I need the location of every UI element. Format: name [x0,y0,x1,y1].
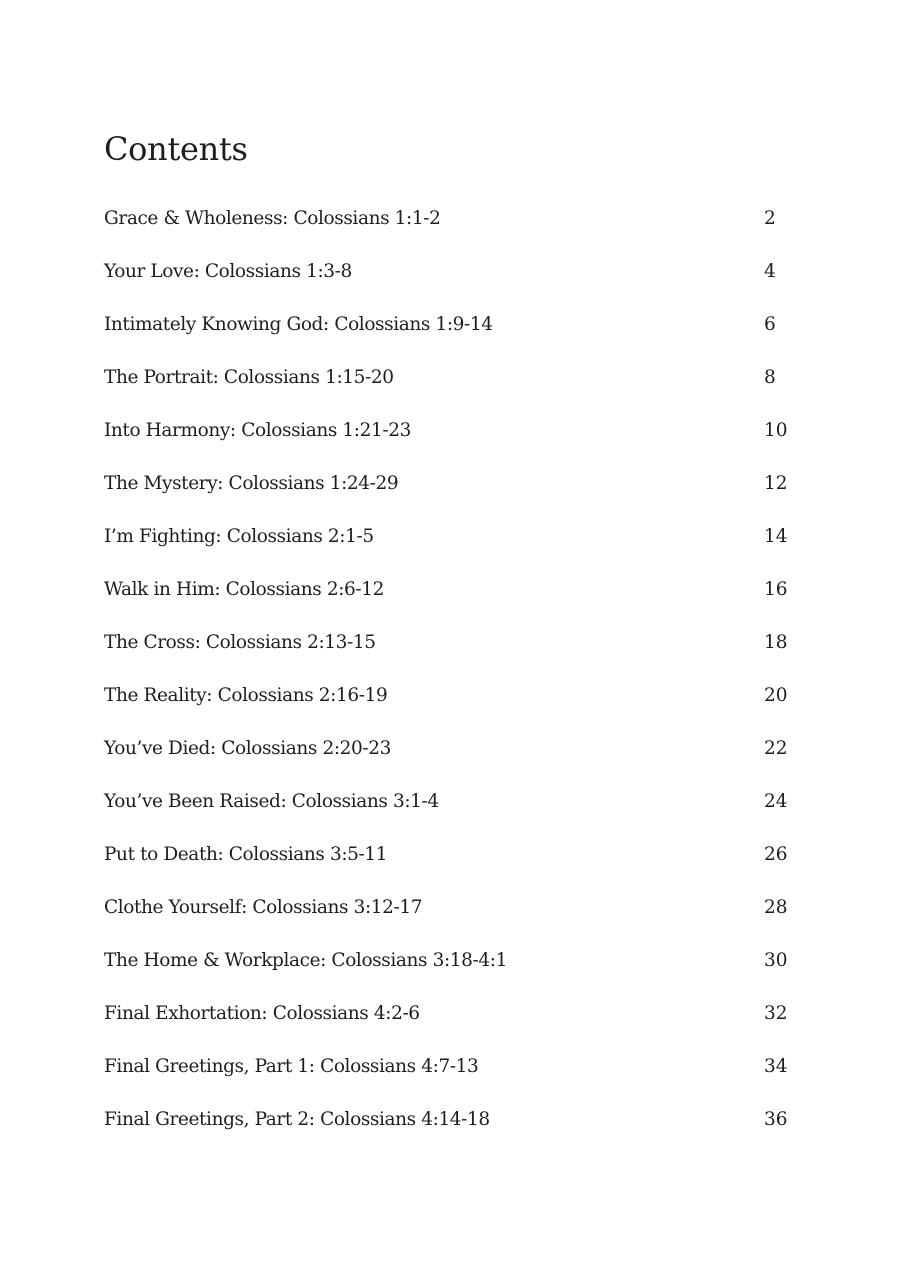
toc-entry-title: You’ve Died: Colossians 2:20-23 [104,738,391,759]
toc-entry-title: Final Greetings, Part 1: Colossians 4:7-13 [104,1056,479,1077]
toc-entry-title: Grace & Wholeness: Colossians 1:1-2 [104,208,441,229]
toc-entry[interactable] [104,788,804,841]
toc-entry-title: Final Exhortation: Colossians 4:2-6 [104,1003,420,1024]
toc-entry[interactable] [104,894,804,947]
table-of-contents [104,205,804,1159]
toc-entry[interactable] [104,735,804,788]
toc-entry-title: You’ve Been Raised: Colossians 3:1-4 [104,791,439,812]
toc-entry-title: The Portrait: Colossians 1:15-20 [104,367,394,388]
toc-entry-title: The Cross: Colossians 2:13-15 [104,632,376,653]
toc-entry-page-number: 8 [764,367,776,388]
toc-entry-page-number: 14 [764,526,788,547]
toc-entry-title: Intimately Knowing God: Colossians 1:9-14 [104,314,493,335]
toc-entry-page-number: 28 [764,897,788,918]
toc-entry-title: The Home & Workplace: Colossians 3:18-4:1 [104,950,507,971]
toc-entry-title: I’m Fighting: Colossians 2:1-5 [104,526,374,547]
toc-entry-page-number: 18 [764,632,788,653]
toc-entry-title: Put to Death: Colossians 3:5-11 [104,844,388,865]
toc-entry[interactable] [104,523,804,576]
toc-entry-title: The Reality: Colossians 2:16-19 [104,685,388,706]
toc-entry[interactable] [104,311,804,364]
toc-entry[interactable] [104,841,804,894]
toc-entry-page-number: 26 [764,844,788,865]
toc-entry-title: Clothe Yourself: Colossians 3:12-17 [104,897,423,918]
toc-entry[interactable] [104,470,804,523]
toc-entry[interactable] [104,1053,804,1106]
toc-entry-title: The Mystery: Colossians 1:24-29 [104,473,399,494]
toc-entry[interactable] [104,682,804,735]
toc-entry-page-number: 30 [764,950,788,971]
toc-entry-page-number: 10 [764,420,788,441]
toc-entry-page-number: 6 [764,314,776,335]
toc-entry[interactable] [104,205,804,258]
toc-entry[interactable] [104,258,804,311]
toc-entry-page-number: 2 [764,208,776,229]
toc-entry-page-number: 32 [764,1003,788,1024]
toc-entry[interactable] [104,629,804,682]
toc-entry[interactable] [104,364,804,417]
toc-entry[interactable] [104,947,804,1000]
toc-entry-title: Final Greetings, Part 2: Colossians 4:14-18 [104,1109,490,1130]
toc-entry[interactable] [104,1106,804,1159]
toc-entry-page-number: 12 [764,473,788,494]
toc-entry-title: Into Harmony: Colossians 1:21-23 [104,420,411,441]
toc-entry-page-number: 22 [764,738,788,759]
toc-entry-page-number: 4 [764,261,776,282]
toc-entry[interactable] [104,576,804,629]
toc-entry-title: Walk in Him: Colossians 2:6-12 [104,579,384,600]
toc-entry[interactable] [104,417,804,470]
toc-entry-title: Your Love: Colossians 1:3-8 [104,261,352,282]
toc-entry-page-number: 24 [764,791,788,812]
toc-entry[interactable] [104,1000,804,1053]
toc-entry-page-number: 16 [764,579,788,600]
toc-entry-page-number: 34 [764,1056,788,1077]
page-title: Contents [104,130,248,168]
toc-entry-page-number: 20 [764,685,788,706]
toc-entry-page-number: 36 [764,1109,788,1130]
